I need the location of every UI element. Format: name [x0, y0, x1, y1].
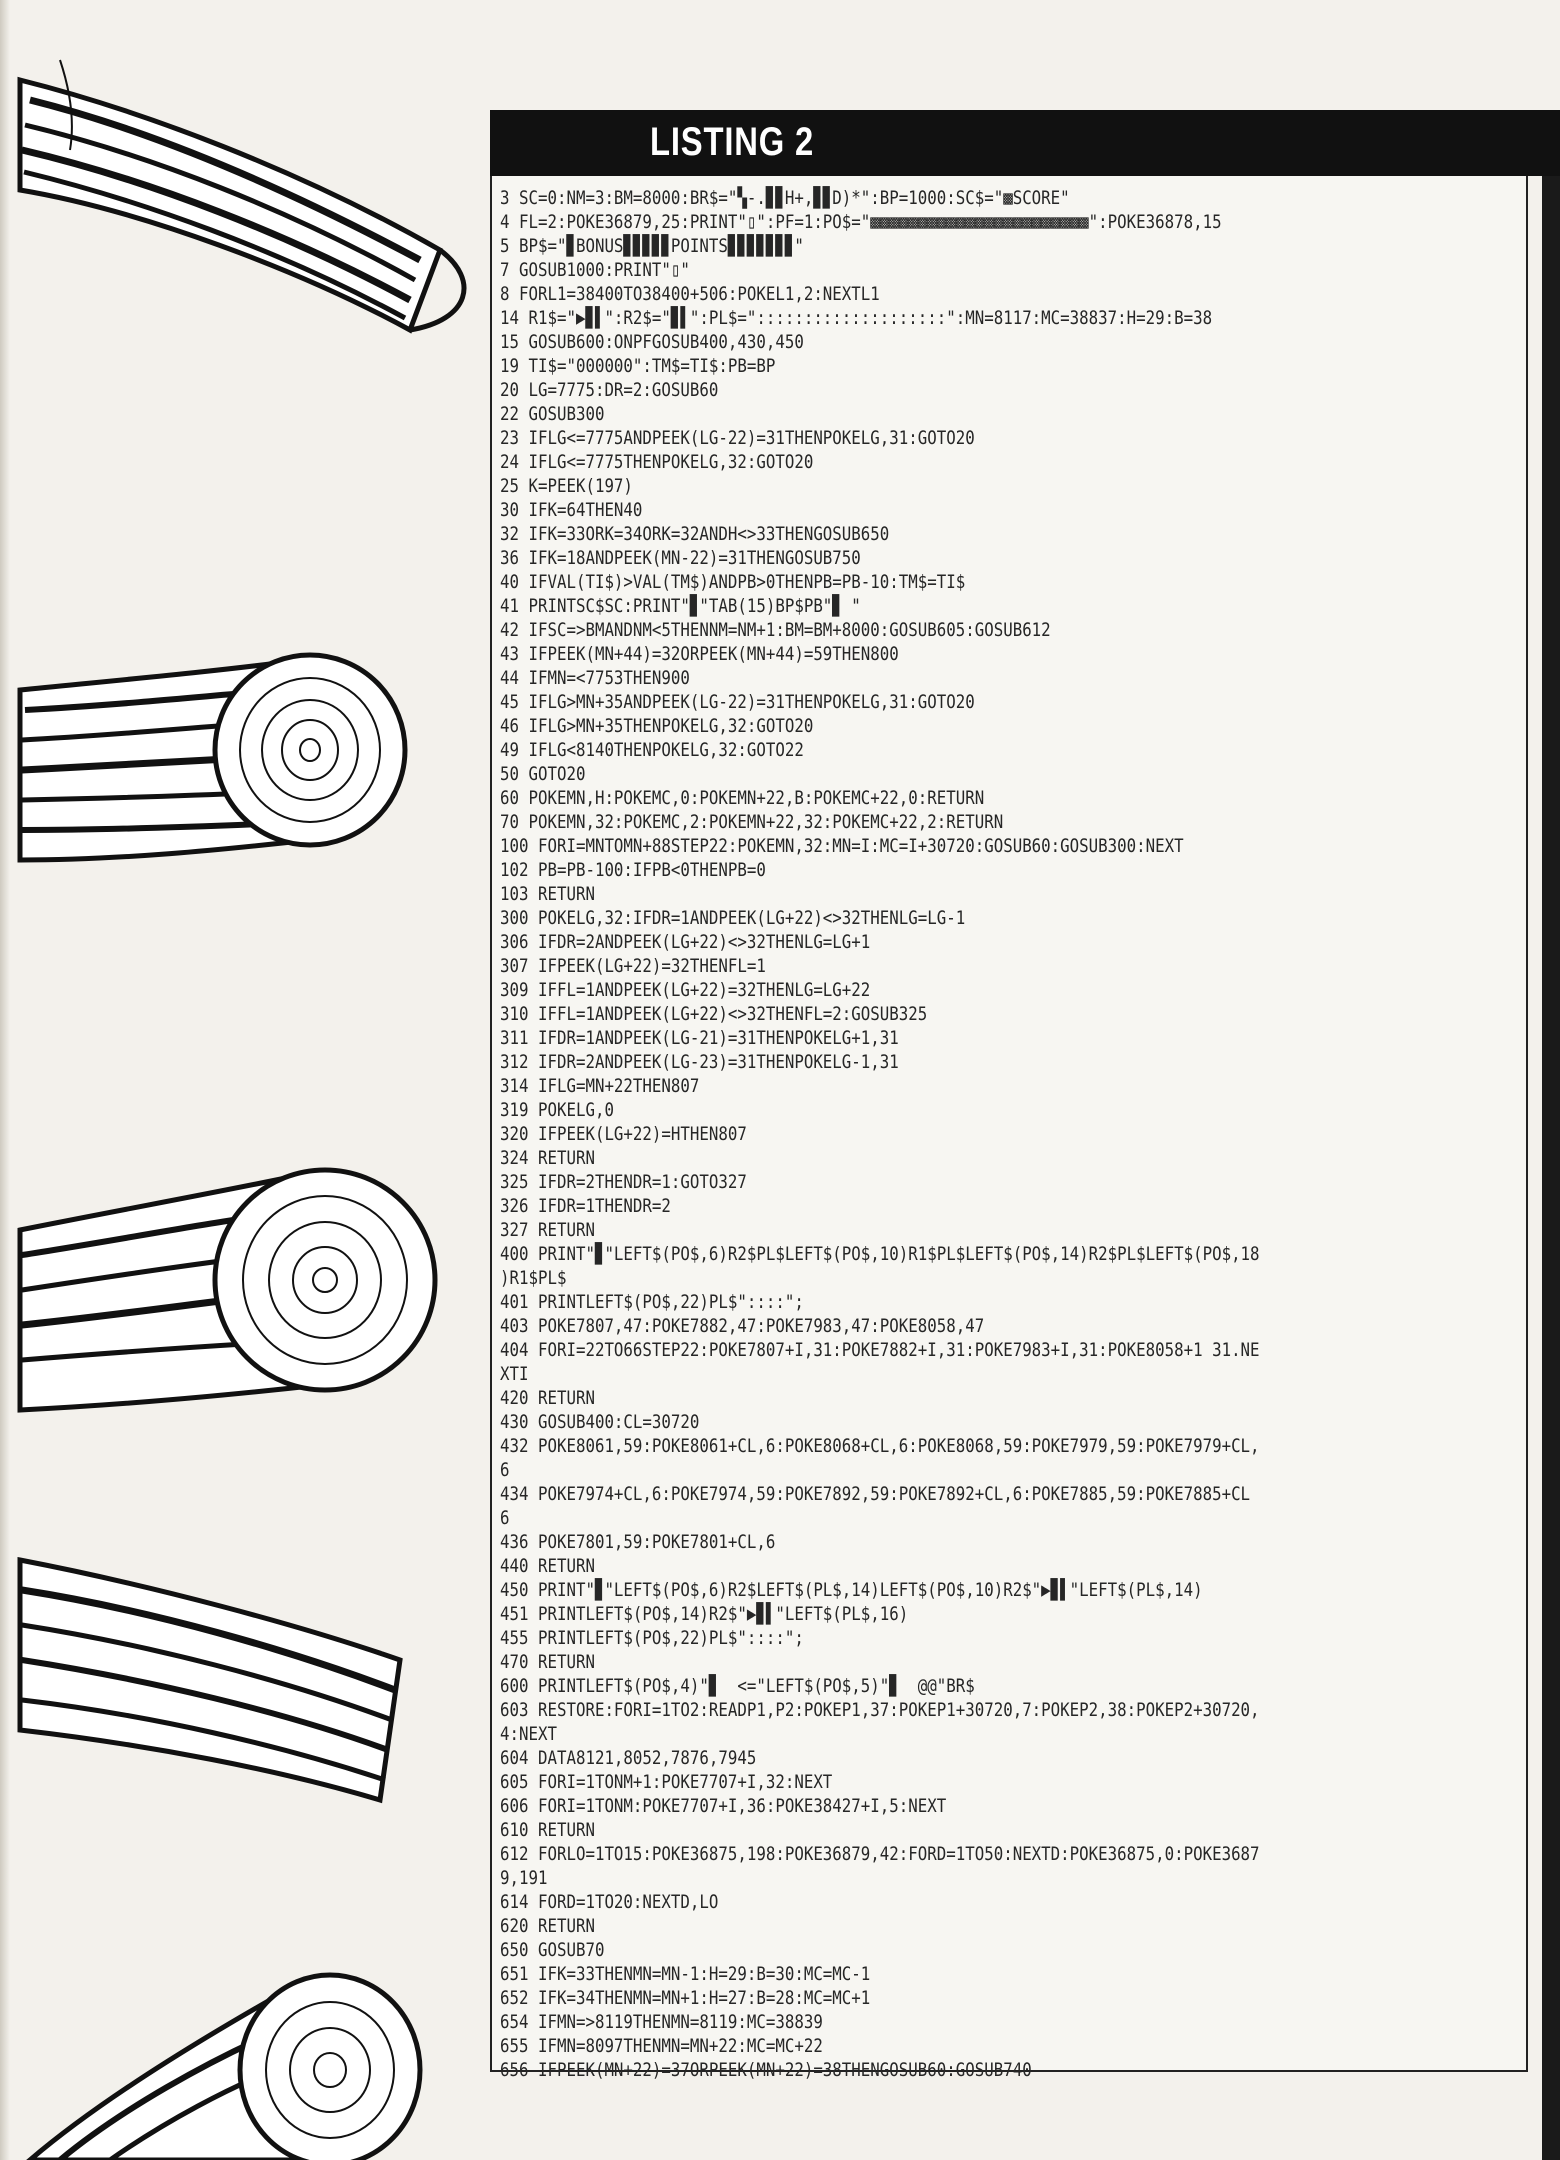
- code-line: 3 SC=0:NM=3:BM=8000:BR$="▚-.▊▊H+,▊▊D)*":BP=1000:SC$="▩SCORE": [500, 187, 1070, 209]
- code-line: 100 FORI=MNTOMN+88STEP22:POKEMN,32:MN=I:MC=I+30720:GOSUB60:GOSUB300:NEXT: [500, 835, 1184, 857]
- code-line: 32 IFK=33ORK=34ORK=32ANDH<>33THENGOSUB650: [500, 523, 890, 545]
- code-line: 23 IFLG<=7775ANDPEEK(LG-22)=31THENPOKELG,31:GOTO20: [500, 427, 975, 449]
- code-line: 40 IFVAL(TI$)>VAL(TM$)ANDPB>0THENPB=PB-10:TM$=TI$: [500, 571, 966, 593]
- code-line: 652 IFK=34THENMN=MN+1:H=27:B=28:MC=MC+1: [500, 1987, 871, 2009]
- code-line: 22 GOSUB300: [500, 403, 605, 425]
- code-line: 310 IFFL=1ANDPEEK(LG+22)<>32THENFL=2:GOSUB325: [500, 1003, 928, 1025]
- code-line: 15 GOSUB600:ONPFGOSUB400,430,450: [500, 331, 804, 353]
- code-line: 4:NEXT: [500, 1723, 557, 1745]
- right-edge-strip: [1542, 110, 1560, 2160]
- code-line: 319 POKELG,0: [500, 1099, 614, 1121]
- log-5: [30, 1975, 420, 2160]
- code-line: 41 PRINTSC$SC:PRINT"▊"TAB(15)BP$PB"▊ ": [500, 595, 861, 617]
- code-line: 8 FORL1=38400TO38400+506:POKEL1,2:NEXTL1: [500, 283, 880, 305]
- code-line: 432 POKE8061,59:POKE8061+CL,6:POKE8068+CL,6:POKE8068,59:POKE7979,59:POKE7979+CL,: [500, 1435, 1260, 1457]
- code-line: 606 FORI=1TONM:POKE7707+I,36:POKE38427+I,5:NEXT: [500, 1795, 947, 1817]
- code-line: 455 PRINTLEFT$(PO$,22)PL$"::::";: [500, 1627, 804, 1649]
- code-line: 620 RETURN: [500, 1915, 595, 1937]
- code-line: 306 IFDR=2ANDPEEK(LG+22)<>32THENLG=LG+1: [500, 931, 871, 953]
- code-line: 309 IFFL=1ANDPEEK(LG+22)=32THENLG=LG+22: [500, 979, 871, 1001]
- listing-title: LISTING 2: [650, 120, 815, 164]
- code-line: 450 PRINT"▊"LEFT$(PO$,6)R2$LEFT$(PL$,14)LEFT$(PO$,10)R2$"▶▊▌"LEFT$(PL$,14): [500, 1579, 1203, 1601]
- code-line: 605 FORI=1TONM+1:POKE7707+I,32:NEXT: [500, 1771, 833, 1793]
- log-3: [20, 1170, 435, 1410]
- code-line: 440 RETURN: [500, 1555, 595, 1577]
- code-line: 420 RETURN: [500, 1387, 595, 1409]
- code-line: 326 IFDR=1THENDR=2: [500, 1195, 671, 1217]
- code-line: 325 IFDR=2THENDR=1:GOTO327: [500, 1171, 747, 1193]
- code-line: 436 POKE7801,59:POKE7801+CL,6: [500, 1531, 776, 1553]
- code-line: 320 IFPEEK(LG+22)=HTHEN807: [500, 1123, 747, 1145]
- code-line: 30 IFK=64THEN40: [500, 499, 643, 521]
- code-line: 102 PB=PB-100:IFPB<0THENPB=0: [500, 859, 766, 881]
- listing-banner: [490, 110, 1560, 176]
- code-line: 610 RETURN: [500, 1819, 595, 1841]
- code-line: 6: [500, 1459, 510, 1481]
- code-line: 603 RESTORE:FORI=1TO2:READP1,P2:POKEP1,37:POKEP1+30720,7:POKEP2,38:POKEP2+30720,: [500, 1699, 1260, 1721]
- code-line: 45 IFLG>MN+35ANDPEEK(LG-22)=31THENPOKELG,31:GOTO20: [500, 691, 975, 713]
- code-line: 470 RETURN: [500, 1651, 595, 1673]
- code-line: 20 LG=7775:DR=2:GOSUB60: [500, 379, 719, 401]
- code-line: 314 IFLG=MN+22THEN807: [500, 1075, 700, 1097]
- code-line: 25 K=PEEK(197): [500, 475, 633, 497]
- code-line: 655 IFMN=8097THENMN=MN+22:MC=MC+22: [500, 2035, 823, 2057]
- code-line: 656 IFPEEK(MN+22)=37ORPEEK(MN+22)=38THENGOSUB60:GOSUB740: [500, 2059, 1032, 2081]
- code-line: 6: [500, 1507, 510, 1529]
- code-line: XTI: [500, 1363, 529, 1385]
- code-line: 604 DATA8121,8052,7876,7945: [500, 1747, 757, 1769]
- code-line: 70 POKEMN,32:POKEMC,2:POKEMN+22,32:POKEMC+22,2:RETURN: [500, 811, 1004, 833]
- code-line: 311 IFDR=1ANDPEEK(LG-21)=31THENPOKELG+1,31: [500, 1027, 899, 1049]
- listing-box: [490, 176, 1528, 2081]
- code-line: 103 RETURN: [500, 883, 595, 905]
- code-listing: [500, 186, 1260, 2082]
- code-line: 403 POKE7807,47:POKE7882,47:POKE7983,47:POKE8058,47: [500, 1315, 985, 1337]
- code-line: 43 IFPEEK(MN+44)=32ORPEEK(MN+44)=59THEN800: [500, 643, 899, 665]
- code-line: 312 IFDR=2ANDPEEK(LG-23)=31THENPOKELG-1,31: [500, 1051, 899, 1073]
- code-line: 9,191: [500, 1867, 548, 1889]
- log-2: [20, 655, 405, 860]
- code-line: 5 BP$="▊BONUS▊▊▊▊▊POINTS▊▊▊▊▊▊▊": [500, 235, 804, 257]
- code-line: 324 RETURN: [500, 1147, 595, 1169]
- code-line: 14 R1$="▶▊▌":R2$="▊▌":PL$="::::::::::::::::::::":MN=8117:MC=38837:H=29:B=38: [500, 307, 1213, 329]
- code-line: 654 IFMN=>8119THENMN=8119:MC=38839: [500, 2011, 823, 2033]
- log-1: [20, 60, 464, 330]
- code-line: 50 GOTO20: [500, 763, 586, 785]
- code-line: 430 GOSUB400:CL=30720: [500, 1411, 700, 1433]
- code-line: 451 PRINTLEFT$(PO$,14)R2$"▶▊▌"LEFT$(PL$,16): [500, 1603, 909, 1625]
- code-line: 404 FORI=22TO66STEP22:POKE7807+I,31:POKE7882+I,31:POKE7983+I,31:POKE8058+1 31.NE: [500, 1339, 1260, 1361]
- code-line: 60 POKEMN,H:POKEMC,0:POKEMN+22,B:POKEMC+22,0:RETURN: [500, 787, 985, 809]
- code-line: 49 IFLG<8140THENPOKELG,32:GOTO22: [500, 739, 804, 761]
- code-line: )R1$PL$: [500, 1267, 567, 1289]
- code-line: 650 GOSUB70: [500, 1939, 605, 1961]
- code-line: 612 FORLO=1TO15:POKE36875,198:POKE36879,42:FORD=1TO50:NEXTD:POKE36875,0:POKE3687: [500, 1843, 1260, 1865]
- code-line: 19 TI$="000000":TM$=TI$:PB=BP: [500, 355, 776, 377]
- code-line: 307 IFPEEK(LG+22)=32THENFL=1: [500, 955, 766, 977]
- code-line: 600 PRINTLEFT$(PO$,4)"▊ <="LEFT$(PO$,5)"▊ @@"BR$: [500, 1675, 975, 1697]
- code-line: 434 POKE7974+CL,6:POKE7974,59:POKE7892,59:POKE7892+CL,6:POKE7885,59:POKE7885+CL: [500, 1483, 1251, 1505]
- code-line: 44 IFMN=<7753THEN900: [500, 667, 690, 689]
- log-4: [20, 1560, 400, 1800]
- code-line: 401 PRINTLEFT$(PO$,22)PL$"::::";: [500, 1291, 804, 1313]
- code-line: 400 PRINT"▊"LEFT$(PO$,6)R2$PL$LEFT$(PO$,10)R1$PL$LEFT$(PO$,14)R2$PL$LEFT$(PO$,18: [500, 1243, 1260, 1265]
- code-line: 614 FORD=1TO20:NEXTD,LO: [500, 1891, 719, 1913]
- code-line: 42 IFSC=>BMANDNM<5THENNM=NM+1:BM=BM+8000:GOSUB605:GOSUB612: [500, 619, 1051, 641]
- code-line: 7 GOSUB1000:PRINT"▯": [500, 259, 690, 281]
- code-line: 46 IFLG>MN+35THENPOKELG,32:GOTO20: [500, 715, 814, 737]
- code-line: 4 FL=2:POKE36879,25:PRINT"▯":PF=1:PO$="▩▩▩▩▩▩▩▩▩▩▩▩▩▩▩▩▩▩▩▩▩▩▩":POKE36878,15: [500, 211, 1222, 233]
- log-illustrations: [0, 0, 480, 2160]
- code-line: 651 IFK=33THENMN=MN-1:H=29:B=30:MC=MC-1: [500, 1963, 871, 1985]
- code-line: 36 IFK=18ANDPEEK(MN-22)=31THENGOSUB750: [500, 547, 861, 569]
- code-line: 24 IFLG<=7775THENPOKELG,32:GOTO20: [500, 451, 814, 473]
- code-line: 327 RETURN: [500, 1219, 595, 1241]
- code-line: 300 POKELG,32:IFDR=1ANDPEEK(LG+22)<>32THENLG=LG-1: [500, 907, 966, 929]
